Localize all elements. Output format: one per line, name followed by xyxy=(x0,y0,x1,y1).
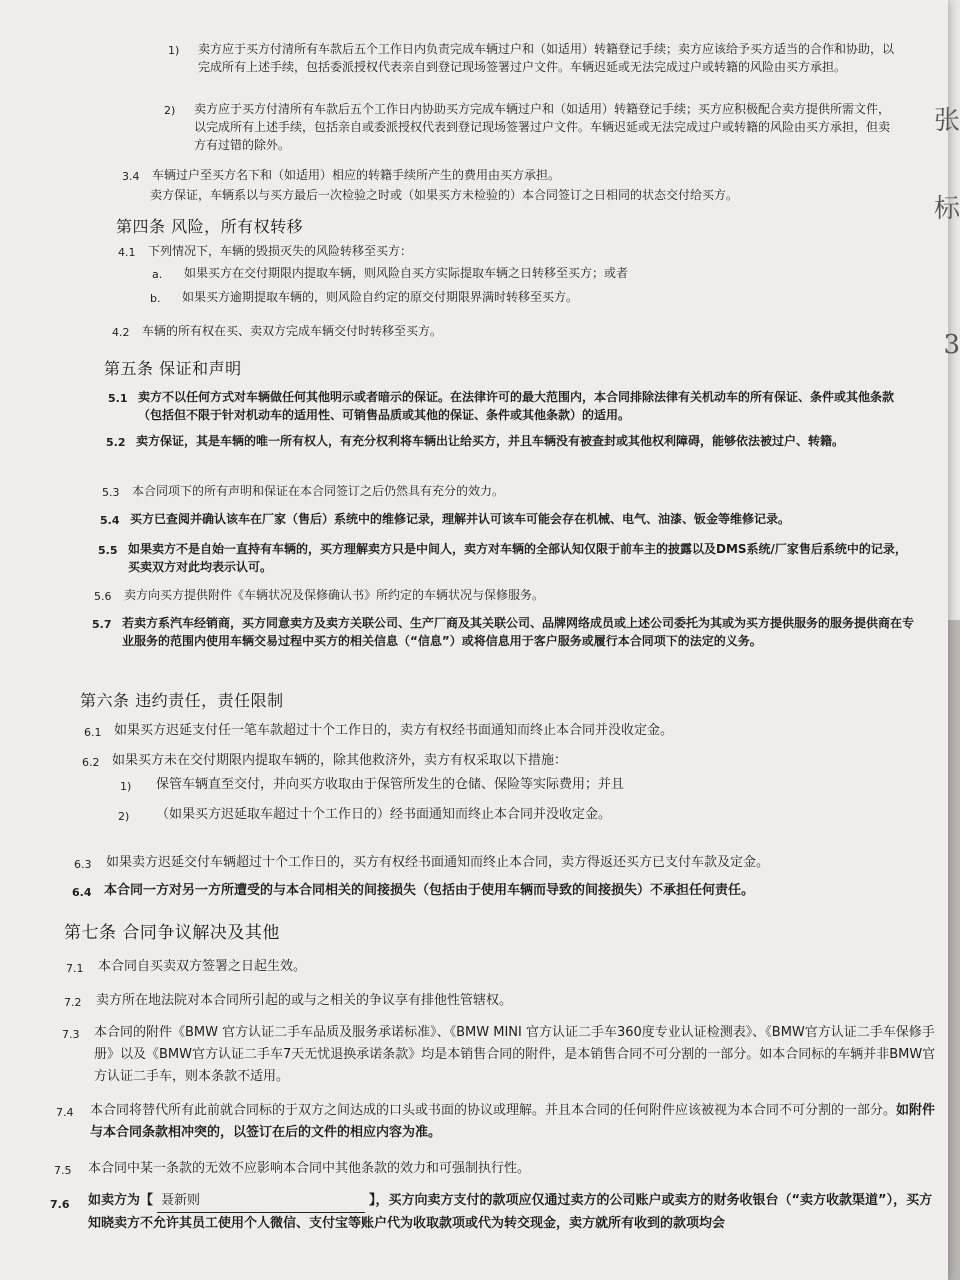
clause-number: 5.3 xyxy=(102,486,120,499)
article-heading: 第六条 违约责任，责任限制 xyxy=(80,691,284,710)
item-number: 1) xyxy=(168,44,180,57)
clause-number: 4.1 xyxy=(118,246,136,259)
clause-text: 卖方向买方提供附件《车辆状况及保修确认书》所约定的车辆状况与保修服务。 xyxy=(124,588,545,602)
clause-text: 卖方不以任何方式对车辆做任何其他明示或者暗示的保证。在法律许可的最大范围内，本合同排除法律有关机动车的所有保证、条件或其他条款（包括但不限于针对机动车的适用性、可销售品质或其他的保证、条件或其他条款）的适用。 xyxy=(138,390,895,422)
clause-text: 保管车辆直至交付，并向买方收取由于保管所发生的仓储、保险等实际费用；并且 xyxy=(156,777,625,792)
article-heading: 第七条 合同争议解决及其他 xyxy=(64,923,280,943)
item-number: 1) xyxy=(120,780,132,793)
clause-text: 本合同项下的所有声明和保证在本合同签订之后仍然具有充分的效力。 xyxy=(132,484,505,498)
clause-number: 5.4 xyxy=(100,514,120,527)
clause-number: 7.4 xyxy=(56,1106,74,1119)
clause-number: 7.5 xyxy=(54,1164,72,1177)
clause-text-post: 】，买方向卖方支付的款项应仅通过卖方的公司账户或卖方的财务收银台（“卖方收款渠道”），买方知晓卖方不允许其员工使用个人微信、支付宝等账户代为收取款项或代为转交现金，卖方就所有收到的款项均会 xyxy=(88,1193,933,1231)
clause-text: 本合同的附件《BMW 官方认证二手车品质及服务承诺标准》、《BMW MINI 官方认证二手车360度专业认证检测表》、《BMW官方认证二手车保修手册》以及《BMW官方认证二手车7天无忧退换承诺条款》均是本销售合同的附件，是本销售合同不可分割的一部分。如本合同标的车辆并非BMW官方认证二手车，则本条款不适用。 xyxy=(94,1025,936,1084)
clause-text: 卖方保证，其是车辆的唯一所有权人，有充分权利将车辆出让给买方，并且车辆没有被查封或其他权利障碍，能够依法被过户、转籍。 xyxy=(136,434,845,448)
clause-text: 本合同一方对另一方所遭受的与本合同相关的间接损失（包括由于使用车辆而导致的间接损失）不承担任何责任。 xyxy=(104,883,755,898)
clause-text: （如果买方迟延取车超过十个工作日的）经书面通知而终止本合同并没收定金。 xyxy=(156,807,612,822)
article-heading: 第五条 保证和声明 xyxy=(104,359,242,378)
handwriting-mark: 张 xyxy=(933,106,960,136)
clause-text xyxy=(88,1190,944,1235)
clause-text: 若卖方系汽车经销商，买方同意卖方及卖方关联公司、生产厂商及其关联公司、品牌网络成员或上述公司委托为其或为买方提供服务的服务提供商在专业服务的范围内使用车辆交易过程中买方的相关信息（“信息”）或将信息用于客户服务或履行本合同项下的法定的义务。 xyxy=(122,616,915,648)
clause-number: 6.2 xyxy=(82,756,100,769)
handwriting-mark: 标 xyxy=(933,194,960,224)
clause-text-pre: 如卖方为【 xyxy=(88,1193,154,1208)
clause-text: 如果卖方不是自始一直持有车辆的，买方理解卖方只是中间人，卖方对车辆的全部认知仅限于前车主的披露以及DMS系统/厂家售后系统中的记录，买卖双方对此均表示认可。 xyxy=(128,542,907,574)
clause-number: 4.2 xyxy=(112,326,130,339)
clause-text: 如果买方未在交付期限内提取车辆的，除其他救济外，卖方有权采取以下措施： xyxy=(112,753,568,768)
clause-text xyxy=(90,1100,942,1144)
clause-text: 卖方应于买方付清所有车款后五个工作日内协助买方完成车辆过户和（如适用）转籍登记手续；买方应积极配合卖方提供所需文件，以完成所有上述手续，包括亲自或委派授权代表到登记现场签署过户文件。车辆迟延或无法完成过户或转籍的风险由买方承担，但卖方有过错的除外。 xyxy=(194,102,891,152)
clause-text: 下列情况下，车辆的毁损灭失的风险转移至买方： xyxy=(148,244,413,258)
clause-number: 7.2 xyxy=(64,996,82,1009)
clause-text: 如果买方在交付期限内提取车辆，则风险自买方实际提取车辆之日转移至买方；或者 xyxy=(184,266,629,280)
clause-number: 5.6 xyxy=(94,590,112,603)
clause-number: 5.7 xyxy=(92,618,112,631)
clause-number: 6.1 xyxy=(84,726,102,739)
seller-name-field: 聂新则 xyxy=(157,1190,365,1213)
clause-number: 7.3 xyxy=(62,1028,80,1041)
clause-text: 车辆过户至买方名下和（如适用）相应的转籍手续所产生的费用由买方承担。 xyxy=(152,168,561,182)
clause-text: 如果卖方迟延交付车辆超过十个工作日的，买方有权经书面通知而终止本合同，卖方得返还买方已支付车款及定金。 xyxy=(106,855,770,870)
clause-number: 6.3 xyxy=(74,858,92,871)
clause-number: 5.5 xyxy=(98,544,118,557)
clause-text: 买方已查阅并确认该车在厂家（售后）系统中的维修记录，理解并认可该车可能会存在机械、电气、油漆、钣金等维修记录。 xyxy=(130,512,791,526)
article-heading: 第四条 风险，所有权转移 xyxy=(116,217,304,236)
clause-text-bold: 如附件与本合同条款相冲突的，以签订在后的文件的相应内容为准。 xyxy=(90,1103,936,1140)
clause-text: 卖方应于买方付清所有车款后五个工作日内负责完成车辆过户和（如适用）转籍登记手续；卖方应该给予买方适当的合作和协助，以完成所有上述手续，包括委派授权代表亲自到登记现场签署过户文件。车辆迟延或无法完成过户或转籍的风险由买方承担。 xyxy=(198,42,895,74)
clause-text-normal: 本合同将替代所有此前就合同标的于双方之间达成的口头或书面的协议或理解。并且本合同的任何附件应该被视为本合同不可分割的一部分。 xyxy=(90,1103,897,1118)
item-number: 2) xyxy=(118,810,130,823)
clause-text: 卖方保证，车辆系以与买方最后一次检验之时或（如果买方未检验的）本合同签订之日相同的状态交付给买方。 xyxy=(150,188,739,202)
clause-number: 3.4 xyxy=(122,170,140,183)
clause-number: 6.4 xyxy=(72,886,92,899)
clause-number: 7.1 xyxy=(66,962,84,975)
clause-number: 7.6 xyxy=(50,1198,70,1211)
clause-text: 本合同自买卖双方签署之日起生效。 xyxy=(98,959,307,974)
clause-text: 卖方所在地法院对本合同所引起的或与之相关的争议享有排他性管辖权。 xyxy=(96,993,513,1008)
clause-number: 5.1 xyxy=(108,392,128,405)
clause-text: 如果买方逾期提取车辆的，则风险自约定的原交付期限界满时转移至买方。 xyxy=(182,290,579,304)
clause-number: 5.2 xyxy=(106,436,126,449)
handwriting-mark: 3 xyxy=(943,330,960,360)
clause-text: 如果买方迟延支付任一笔车款超过十个工作日的，卖方有权经书面通知而终止本合同并没收定金。 xyxy=(114,723,674,738)
item-letter: b. xyxy=(150,292,161,305)
clause-text: 车辆的所有权在买、卖双方完成车辆交付时转移至买方。 xyxy=(142,324,443,338)
item-letter: a. xyxy=(152,268,163,281)
clause-text: 本合同中某一条款的无效不应影响本合同中其他条款的效力和可强制执行性。 xyxy=(88,1161,531,1176)
item-number: 2) xyxy=(164,104,176,117)
